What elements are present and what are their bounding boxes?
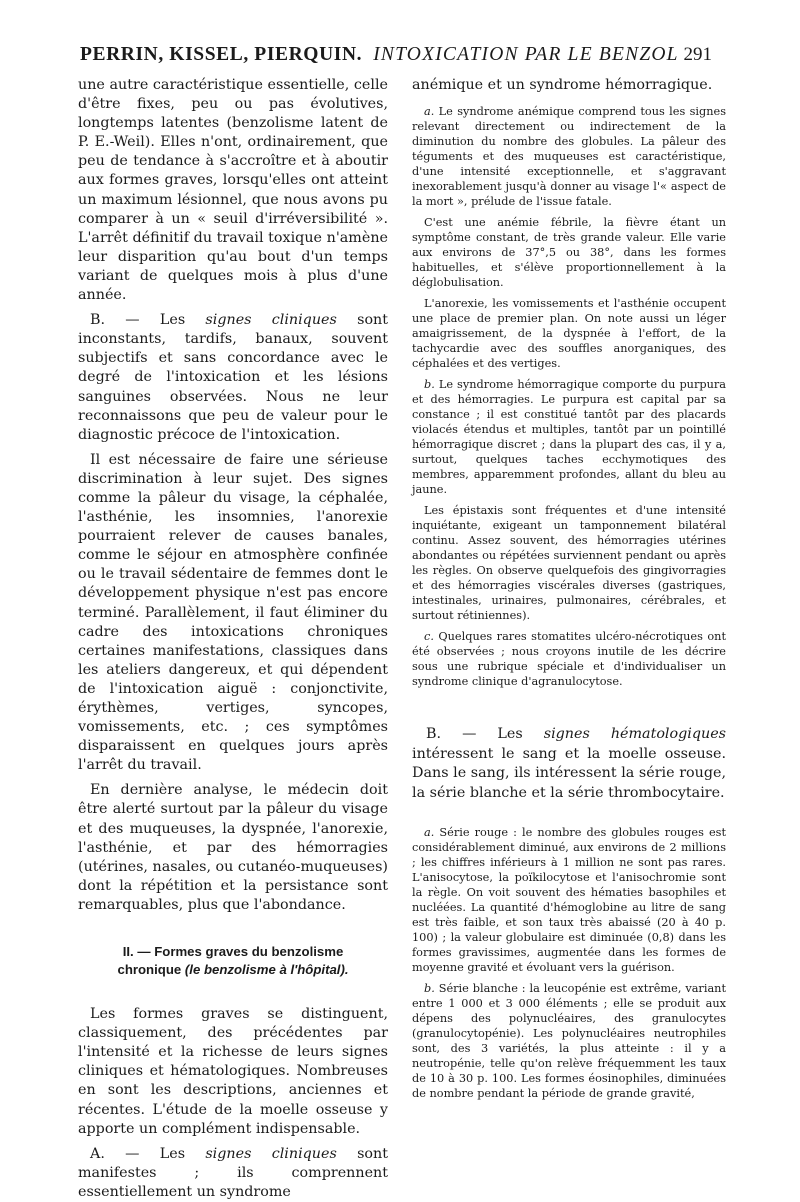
emphasis-signes-hematologiques: signes hématologiques: [543, 726, 726, 743]
section-heading-severe-forms: II. — Formes graves du benzolisme chronique (le benzolisme à l'hôpital).: [117, 944, 349, 978]
paragraph-hematologic-signs: B. — Les signes hématologiques intéressent le sang et la moelle osseuse. Dans le sang, ils intéressent la série rouge, la série blanche et la série thrombocytaire.: [412, 726, 726, 801]
emphasis-signes-cliniques: signes cliniques: [205, 312, 337, 329]
paragraph-severe-forms: Les formes graves se distinguent, classiquement, des précédentes par l'intensité et la richesse de leurs signes cliniques et hématologiques. Nombreuses en sont les descriptions, anciennes et récentes. L'étude de la moelle osseuse y apporte un complément indispensable.: [78, 1006, 388, 1137]
running-header: [80, 44, 712, 78]
subsection-white-series: b. Série blanche : la leucopénie est extrême, variant entre 1 000 et 3 000 éléments ; elle se produit aux dépens des polynucléaires, des granulocytes (granulocytopénie). Les polynucléaires neutrophiles sont, des 3 variétés, la plus atteinte : il y a neutropénie, telle qu'on relève fréquemment les taux de 10 à 30 p. 100. Les formes éosinophiles, diminuées de nombre pendant la période de grande gravité,: [412, 982, 726, 1101]
page-number: 291: [683, 44, 712, 65]
paragraph-anorexia: L'anorexie, les vomissements et l'asthénie occupent une place de premier plan. On note aussi un léger amaigrissement, de la dyspnée à l'effort, de la tachycardie avec des souffles anorganiques, des céphalées et des vertiges.: [412, 297, 726, 371]
emphasis-signes-cliniques-2: signes cliniques: [205, 1145, 337, 1162]
right-column: [412, 76, 726, 1101]
paragraph-continuation: anémique et un syndrome hémorragique.: [412, 77, 713, 93]
paragraph-clinical-manifest: A. — Les signes cliniques sont manifestes ; ils comprennent essentiellement un syndrome: [78, 1145, 388, 1200]
subsection-red-series: a. Série rouge : le nombre des globules rouges est considérablement diminué, aux environs de 2 millions ; les chiffres inférieurs à 1 million ne sont pas rares. L'anisocytose, la poïkilocytose et l'anisochromie sont la règle. On voit souvent des hématies basophiles et nucléées. La quantité d'hémoglobine au litre de sang est très faible, et son taux très abaissé (20 à 40 p. 100) ; la valeur globulaire est diminuée (0,8) dans les formes gravissimes, augmentée dans les formes de moyenne gravité et évoluant vers la guérison.: [412, 826, 726, 975]
paragraph-final-analysis: En dernière analyse, le médecin doit être alerté surtout par la pâleur du visage et des muqueuses, la dyspnée, l'anorexie, l'asthénie, et par des hémorragies (utérines, nasales, ou cutanéo-muqueuses) dont la répétition et la persistance sont remarquables, plus que l'abondance.: [78, 782, 389, 913]
section-heading-subtitle: (le benzolisme à l'hôpital).: [184, 962, 349, 978]
paragraph-clinical-signs: B. — Les signes cliniques sont inconstants, tardifs, banaux, souvent subjectifs et sans concordance avec le degré de l'intoxication et les lésions sanguines observées. Nous ne leur reconnaissons que peu de valeur pour le diagnostic précoce de l'intoxication.: [78, 312, 388, 443]
header-authors: PERRIN, KISSEL, PIERQUIN.: [80, 44, 363, 65]
paragraph-epistaxis: Les épistaxis sont fréquentes et d'une intensité inquiétante, exigeant un tamponnement bilatéral continu. Assez souvent, des hémorragies utérines abondantes ou répétées surviennent pendant ou après les règles. On observe quelquefois des gingivorragies et des hémorragies viscérales diverses (gastriques, intestinales, urinaires, pulmonaires, cérébrales, et surtout rétiniennes).: [412, 504, 726, 623]
subsection-stomatitis: c. Quelques rares stomatites ulcéro-nécrotiques ont été observées ; nous croyons inutile de les décrire sous une rubrique spéciale et d'individualiser un syndrome clinique d'agranulocytose.: [412, 630, 726, 689]
header-title: INTOXICATION PAR LE BENZOL: [373, 44, 679, 65]
subsection-hemorrhagic-syndrome: b. Le syndrome hémorragique comporte du purpura et des hémorragies. Le purpura est capital par sa constance ; il est constitué tantôt par des placards violacés étendus et multiples, tantôt par un pointillé hémorragique discret ; dans la plupart des cas, il y a, surtout, quelques taches ecchymotiques des membres, apparemment profondes, allant du bleu au jaune.: [412, 378, 726, 497]
paragraph-discrimination: Il est nécessaire de faire une sérieuse discrimination à leur sujet. Des signes comme la pâleur du visage, la céphalée, l'asthénie, les insomnies, l'anorexie pourraient relever de causes banales, comme le séjour en atmosphère confinée ou le travail sédentaire de femmes dont le développement physique n'est pas encore terminé. Parallèlement, il faut éliminer du cadre des intoxications chroniques certaines manifestations, classiques dans les ateliers dangereux, et qui dépendent de l'intoxication aiguë : conjonctivite, érythèmes, vertiges, syncopes, vomissements, etc. ; ces symptômes disparaissent en quelques jours après l'arrêt du travail.: [78, 451, 388, 774]
clinical-subsections: [412, 104, 726, 689]
paragraph-fever: C'est une anémie fébrile, la fièvre étant un symptôme constant, de très grande valeur. Elle varie aux environs de 37°,5 ou 38°, dans les formes habituelles, et s'élève proportionnellement à la déglobulisation.: [412, 216, 726, 290]
paragraph-latent-lesions: une autre caractéristique essentielle, celle d'être fixes, peu ou pas évolutives, longtemps latentes (benzolisme latent de P. E.-Weil). Elles n'ont, ordinairement, que peu de tendance à s'accroître et à aboutir aux formes graves, lorsqu'elles ont atteint un maximum lésionnel, que nous avons pu comparer à un « seuil d'irréversibilité ». L'arrêt définitif du travail toxique n'amène leur disparition qu'au bout d'un temps variant de quelques mois à plus d'une année.: [78, 77, 388, 304]
left-column: [78, 76, 388, 1202]
hematologic-subsections: [412, 825, 726, 1101]
subsection-anemic-syndrome: a. Le syndrome anémique comprend tous les signes relevant directement ou indirectement de la diminution du nombre des globules. La pâleur des téguments et des muqueuses est caractéristique, d'une intensité exceptionnelle, et s'aggravant inexorablement jusqu'à donner au visage l'« aspect de la mort », prélude de l'issue fatale.: [412, 105, 726, 209]
